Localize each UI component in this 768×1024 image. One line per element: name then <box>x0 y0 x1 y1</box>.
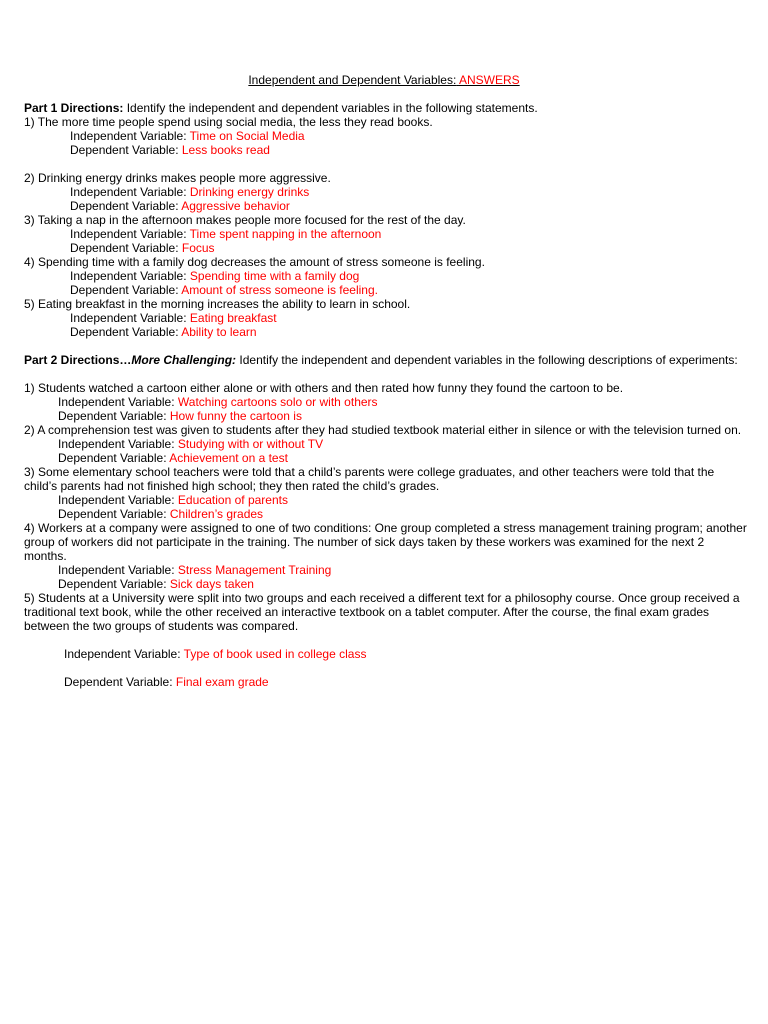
dv-answer: Amount of stress someone is feeling. <box>181 283 378 297</box>
iv-answer: Eating breakfast <box>189 311 277 325</box>
part1-item5-iv: Independent Variable: Eating breakfast <box>70 311 277 325</box>
iv-answer: Education of parents <box>177 493 288 507</box>
iv-answer: Spending time with a family dog <box>189 269 360 283</box>
part2-item3-dv: Dependent Variable: Children’s grades <box>58 507 264 521</box>
part1-heading: Part 1 Directions: <box>24 101 124 115</box>
part2-item4-dv: Dependent Variable: Sick days taken <box>58 577 254 591</box>
part2-directions <box>24 353 749 367</box>
part1-section <box>24 101 749 339</box>
dv-answer: How funny the cartoon is <box>169 409 302 423</box>
part2-item5-dv: Dependent Variable: Final exam grade <box>64 675 269 689</box>
iv-answer: Stress Management Training <box>177 563 332 577</box>
part1-item2-iv: Independent Variable: Drinking energy drinks <box>70 185 310 199</box>
title-answers: ANSWERS <box>458 73 520 87</box>
dv-answer: Achievement on a test <box>169 451 288 465</box>
part2-item2-iv: Independent Variable: Studying with or without TV <box>58 437 324 451</box>
iv-answer: Time spent napping in the afternoon <box>189 227 382 241</box>
part1-item3-statement: 3) Taking a nap in the afternoon makes people more focused for the rest of the day. <box>24 213 466 227</box>
part1-item4-dv: Dependent Variable: Amount of stress someone is feeling. <box>70 283 378 297</box>
part1-item5-statement: 5) Eating breakfast in the morning increases the ability to learn in school. <box>24 297 411 311</box>
part2-item5-iv: Independent Variable: Type of book used in college class <box>64 647 367 661</box>
part2-item1-dv: Dependent Variable: How funny the cartoon is <box>58 409 302 423</box>
iv-answer: Type of book used in college class <box>183 647 367 661</box>
part1-item3-iv: Independent Variable: Time spent napping in the afternoon <box>70 227 382 241</box>
part2-item1-iv: Independent Variable: Watching cartoons solo or with others <box>58 395 378 409</box>
part2-item2-statement: 2) A comprehension test was given to students after they had studied textbook material either in silence or with the television turned on. <box>24 423 742 437</box>
part2-item4-iv: Independent Variable: Stress Management Training <box>58 563 332 577</box>
part2-item3-statement: 3) Some elementary school teachers were told that a child’s parents were college graduates, and other teachers were told that the child’s parents had not finished high school; they then rated the child’s grades. <box>24 465 715 493</box>
part2-item4-statement: 4) Workers at a company were assigned to one of two conditions: One group completed a stress management training program; another group of workers did not participate in the training. The number of sick days taken by these workers was examined for the next 2 months. <box>24 521 747 563</box>
part1-item1-iv: Independent Variable: Time on Social Media <box>70 129 305 143</box>
part2-item2-dv: Dependent Variable: Achievement on a test <box>58 451 288 465</box>
part1-directions <box>24 101 749 115</box>
part1-item4-statement: 4) Spending time with a family dog decreases the amount of stress someone is feeling. <box>24 255 485 269</box>
iv-answer: Studying with or without TV <box>177 437 324 451</box>
page-title <box>0 73 768 87</box>
part2-heading: Part 2 Directions… <box>24 353 132 367</box>
dv-answer: Less books read <box>181 143 270 157</box>
part1-item3-dv: Dependent Variable: Focus <box>70 241 215 255</box>
dv-answer: Children’s grades <box>169 507 264 521</box>
part1-item5-dv: Dependent Variable: Ability to learn <box>70 325 257 339</box>
dv-answer: Sick days taken <box>169 577 254 591</box>
dv-answer: Focus <box>181 241 215 255</box>
dv-answer: Final exam grade <box>175 675 269 689</box>
title-text: Independent and Dependent Variables: <box>248 73 457 87</box>
part1-item4-iv: Independent Variable: Spending time with a family dog <box>70 269 360 283</box>
dv-answer: Ability to learn <box>181 325 257 339</box>
part2-section <box>24 353 749 689</box>
part1-instructions: Identify the independent and dependent variables in the following statements. <box>123 101 538 115</box>
part1-item2-dv: Dependent Variable: Aggressive behavior <box>70 199 290 213</box>
iv-answer: Drinking energy drinks <box>189 185 310 199</box>
part2-heading-emph: More Challenging: <box>131 353 237 367</box>
iv-answer: Watching cartoons solo or with others <box>177 395 378 409</box>
part2-instructions: Identify the independent and dependent variables in the following descriptions of experiments: <box>236 353 738 367</box>
dv-answer: Aggressive behavior <box>181 199 290 213</box>
part1-item1-dv: Dependent Variable: Less books read <box>70 143 270 157</box>
part2-item3-iv: Independent Variable: Education of parents <box>58 493 288 507</box>
iv-answer: Time on Social Media <box>189 129 305 143</box>
part1-item1-statement: 1) The more time people spend using social media, the less they read books. <box>24 115 433 129</box>
part1-item2-statement: 2) Drinking energy drinks makes people more aggressive. <box>24 171 331 185</box>
part2-item5-statement: 5) Students at a University were split into two groups and each received a different text for a philosophy course. Once group received a traditional text book, while the other received an interactive textbook on a tablet computer. After the course, the final exam grades between the two groups of students was compared. <box>24 591 740 633</box>
part2-item1-statement: 1) Students watched a cartoon either alone or with others and then rated how funny they found the cartoon to be. <box>24 381 624 395</box>
